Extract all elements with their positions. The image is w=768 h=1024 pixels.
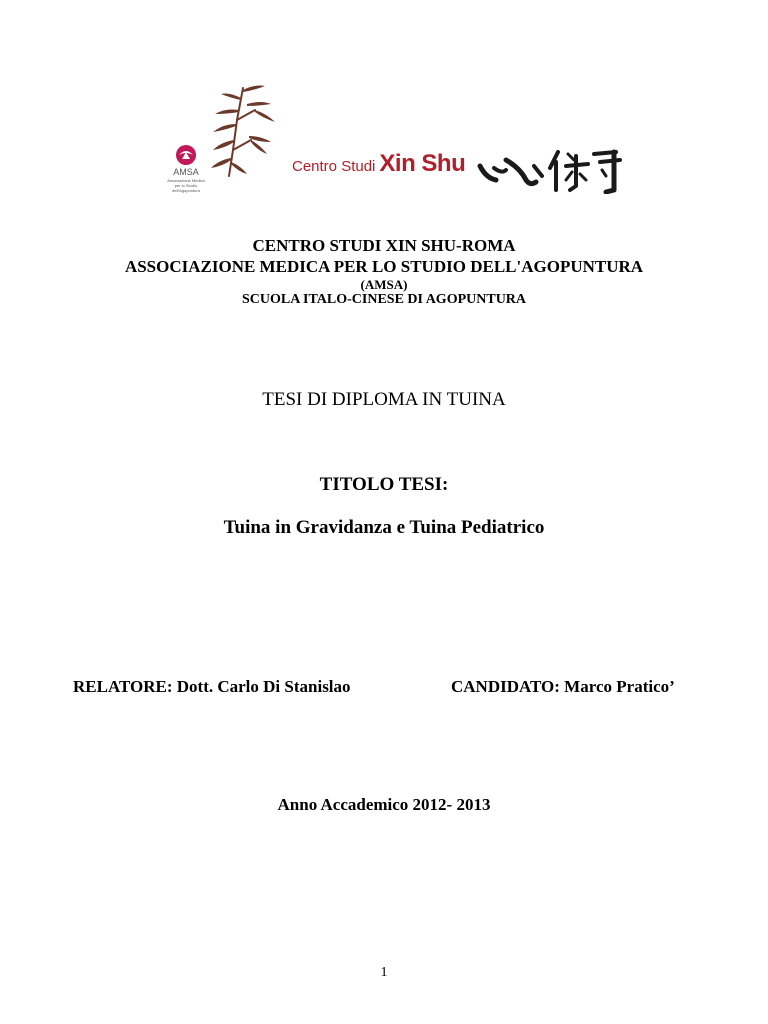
amsa-subtitle: Associazione Medica per lo Studio dell'Agopuntura xyxy=(167,178,205,193)
calligraphy-logo xyxy=(476,146,632,194)
association-acronym: (AMSA) xyxy=(360,277,408,292)
academic-year: Anno Accademico 2012- 2013 xyxy=(277,795,491,814)
institute-name: CENTRO STUDI XIN SHU-ROMA xyxy=(252,236,516,255)
association-name: ASSOCIAZIONE MEDICA PER LO STUDIO DELL'AGOPUNTURA xyxy=(124,257,644,276)
amsa-label: AMSA xyxy=(173,167,199,177)
bamboo-icon xyxy=(203,80,283,180)
brand-heavy-text: Xin Shu xyxy=(379,150,466,177)
thesis-title: Tuina in Gravidanza e Tuina Pediatrico xyxy=(223,517,545,538)
thesis-type: TESI DI DIPLOMA IN TUINA xyxy=(262,389,506,410)
brand-light-text: Centro Studi xyxy=(292,158,376,175)
brand-wordmark xyxy=(292,150,465,184)
calligraphy-icon xyxy=(476,146,632,194)
candidate: CANDIDATO: Marco Pratico’ xyxy=(451,677,675,696)
school-name: SCUOLA ITALO-CINESE DI AGOPUNTURA xyxy=(241,292,527,307)
thesis-title-label: TITOLO TESI: xyxy=(319,474,449,495)
bamboo-illustration xyxy=(203,80,283,180)
page-number: 1 xyxy=(380,965,388,980)
supervisor: RELATORE: Dott. Carlo Di Stanislao xyxy=(73,677,351,696)
